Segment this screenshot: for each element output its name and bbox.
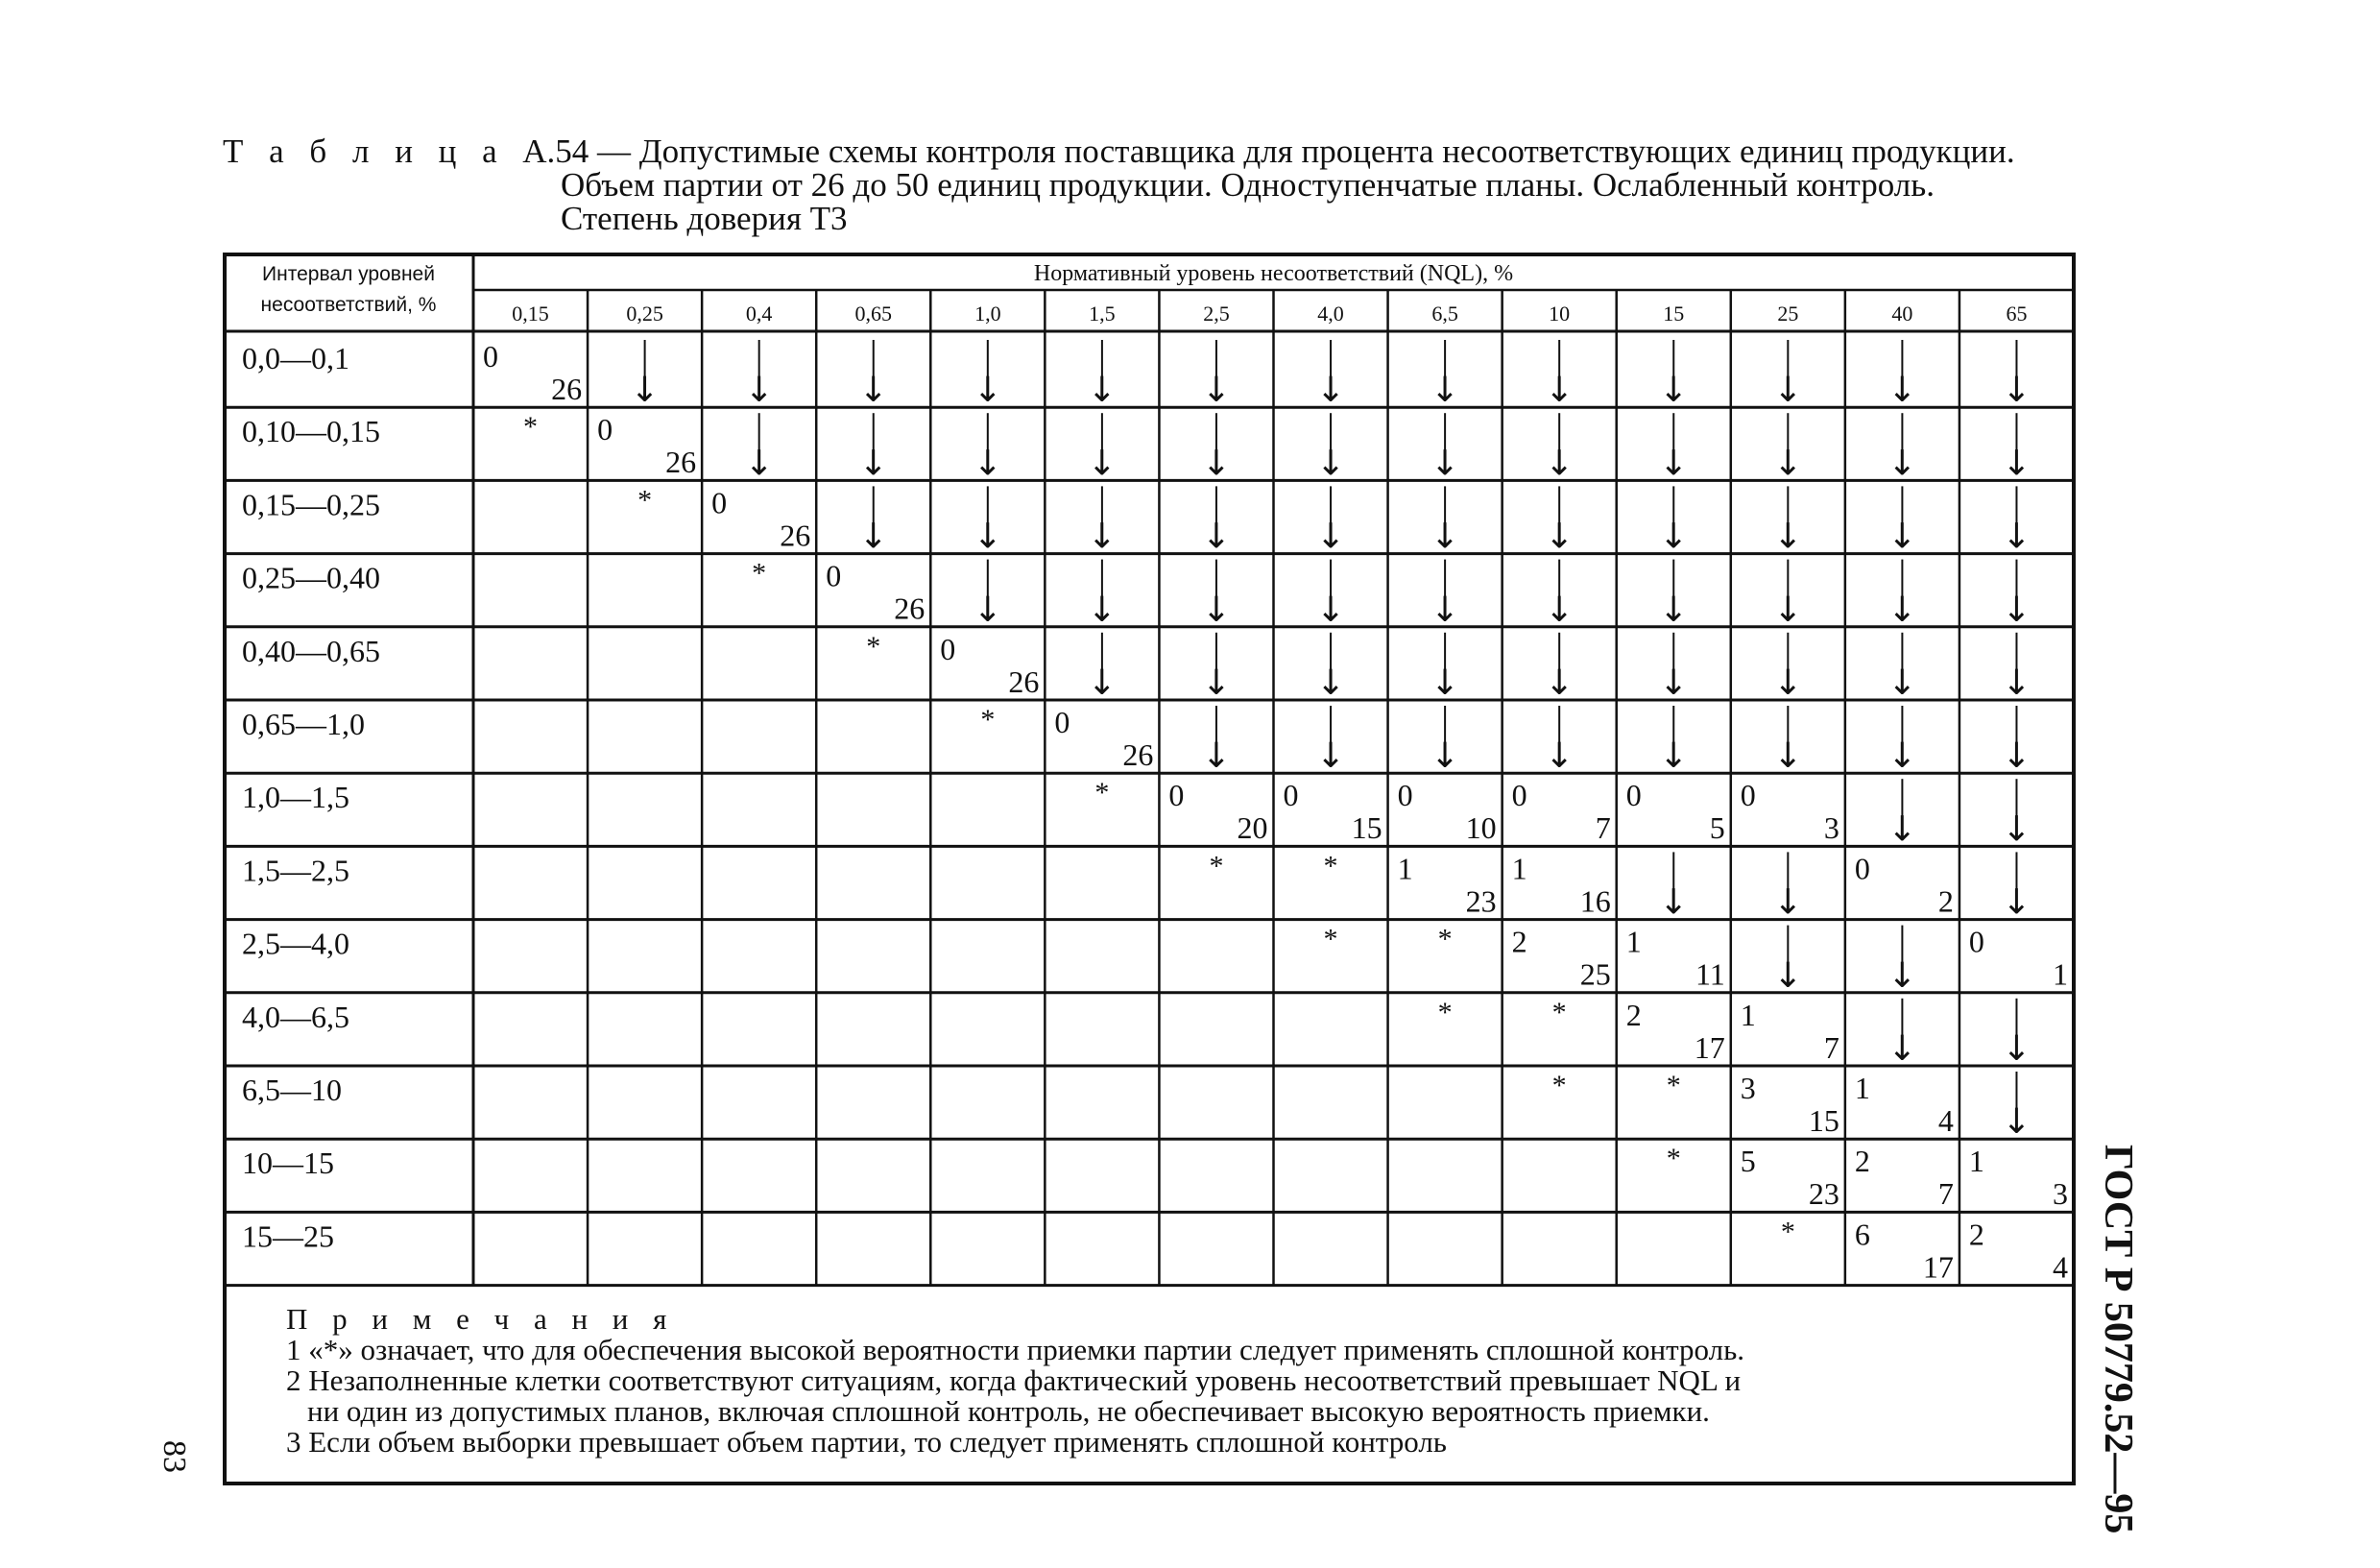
cell-star: * xyxy=(1551,996,1567,1028)
cell-arrow-icon: ↓ xyxy=(1315,371,1346,411)
standard-designation: ГОСТ Р 50779.52—95 xyxy=(2096,1145,2140,1534)
cell-star: * xyxy=(1323,923,1338,955)
cell-acceptance-number: 0 xyxy=(1283,778,1299,813)
cell-acceptance-number: 0 xyxy=(1054,705,1070,739)
cell-arrow-icon: ↓ xyxy=(1887,736,1917,777)
row-label-0: 0,0—0,1 xyxy=(242,341,349,375)
row-label-10: 6,5—10 xyxy=(242,1073,342,1107)
cell-sample-size: 15 xyxy=(1808,1103,1839,1138)
cell-arrow-icon: ↓ xyxy=(1887,517,1917,557)
cell-arrow-icon: ↓ xyxy=(2002,736,2031,777)
col-header-4: 1,0 xyxy=(974,302,1001,326)
row-header-label-line2: несоответствий, % xyxy=(260,294,437,316)
row-label-4: 0,40—0,65 xyxy=(242,633,380,668)
cell-sample-size: 17 xyxy=(1694,1029,1725,1065)
cell-sample-size: 16 xyxy=(1579,883,1611,919)
cell-arrow-icon: ↓ xyxy=(1430,590,1460,630)
cell-arrow-icon: ↓ xyxy=(1659,371,1689,411)
cell-arrow-icon: ↓ xyxy=(630,371,660,411)
cell-acceptance-number: 0 xyxy=(1625,778,1642,813)
cell-arrow-icon: ↓ xyxy=(1201,517,1232,557)
cell-acceptance-number: 2 xyxy=(1511,924,1527,959)
cell-arrow-icon: ↓ xyxy=(1545,371,1575,411)
cell-arrow-icon: ↓ xyxy=(2002,517,2031,557)
cell-arrow-icon: ↓ xyxy=(1773,517,1803,557)
cell-arrow-icon: ↓ xyxy=(1201,444,1232,484)
col-group-header: Нормативный уровень несоответствий (NQL), % xyxy=(1033,261,1514,286)
col-header-5: 1,5 xyxy=(1089,302,1116,326)
cell-arrow-icon: ↓ xyxy=(1545,444,1575,484)
cell-star: * xyxy=(1437,996,1453,1028)
cell-sample-size: 26 xyxy=(1122,737,1154,772)
row-label-6: 1,0—1,5 xyxy=(242,780,349,815)
cell-acceptance-number: 1 xyxy=(1511,851,1527,886)
cell-star: * xyxy=(1437,923,1453,955)
row-label-1: 0,10—0,15 xyxy=(242,414,380,449)
cell-arrow-icon: ↓ xyxy=(2002,882,2031,923)
cell-acceptance-number: 3 xyxy=(1740,1071,1756,1105)
cell-arrow-icon: ↓ xyxy=(1545,736,1575,777)
row-label-2: 0,15—0,25 xyxy=(242,487,380,522)
cell-arrow-icon: ↓ xyxy=(1659,736,1689,777)
cell-arrow-icon: ↓ xyxy=(1773,371,1803,411)
cell-arrow-icon: ↓ xyxy=(1659,590,1689,630)
cell-arrow-icon: ↓ xyxy=(1887,1029,1917,1069)
cell-arrow-icon: ↓ xyxy=(2002,444,2031,484)
cell-sample-size: 5 xyxy=(1709,810,1725,846)
cell-sample-size: 26 xyxy=(780,518,811,553)
col-header-10: 15 xyxy=(1663,302,1685,326)
cell-sample-size: 3 xyxy=(2053,1176,2068,1212)
note-1: 1 «*» означает, что для обеспечения высокой вероятности приемки партии следует применять сплошной контроль. xyxy=(286,1333,1744,1366)
cell-arrow-icon: ↓ xyxy=(1430,663,1460,703)
cell-acceptance-number: 1 xyxy=(1968,1144,1984,1179)
cell-arrow-icon: ↓ xyxy=(2002,663,2031,703)
cell-arrow-icon: ↓ xyxy=(1773,955,1803,996)
cell-sample-size: 1 xyxy=(2053,956,2068,992)
cell-acceptance-number: 1 xyxy=(1397,851,1413,886)
cell-sample-size: 23 xyxy=(1465,883,1497,919)
cell-arrow-icon: ↓ xyxy=(1201,663,1232,703)
cell-acceptance-number: 0 xyxy=(1168,778,1185,813)
cell-star: * xyxy=(637,484,653,517)
cell-sample-size: 2 xyxy=(1937,883,1954,919)
cell-arrow-icon: ↓ xyxy=(1430,736,1460,777)
cell-arrow-icon: ↓ xyxy=(1887,444,1917,484)
cell-arrow-icon: ↓ xyxy=(2002,1102,2031,1143)
note-3: 3 Если объем выборки превышает объем партии, то следует применять сплошной контроль xyxy=(286,1425,1447,1459)
cell-star: * xyxy=(1666,1070,1681,1101)
caption-label: Т а б л и ц а xyxy=(223,133,506,170)
col-header-7: 4,0 xyxy=(1317,302,1344,326)
cell-arrow-icon: ↓ xyxy=(1659,882,1689,923)
cell-arrow-icon: ↓ xyxy=(1659,517,1689,557)
cell-sample-size: 3 xyxy=(1823,810,1839,846)
cell-arrow-icon: ↓ xyxy=(973,371,1002,411)
row-label-12: 15—25 xyxy=(242,1218,334,1254)
cell-arrow-icon: ↓ xyxy=(2002,590,2031,630)
cell-sample-size: 7 xyxy=(1595,810,1611,846)
col-header-3: 0,65 xyxy=(854,302,892,326)
cell-arrow-icon: ↓ xyxy=(858,444,888,484)
cell-arrow-icon: ↓ xyxy=(1773,444,1803,484)
row-label-5: 0,65—1,0 xyxy=(242,707,365,741)
cell-star: * xyxy=(1209,850,1224,882)
cell-arrow-icon: ↓ xyxy=(1887,590,1917,630)
cell-sample-size: 26 xyxy=(894,591,926,626)
cell-acceptance-number: 1 xyxy=(1740,997,1756,1032)
cell-acceptance-number: 0 xyxy=(1511,778,1527,813)
row-label-7: 1,5—2,5 xyxy=(242,853,349,888)
cell-star: * xyxy=(752,557,767,590)
cell-arrow-icon: ↓ xyxy=(1087,371,1117,411)
cell-arrow-icon: ↓ xyxy=(1545,663,1575,703)
note-2-continued: ни один из допустимых планов, включая сплошной контроль, не обеспечивает высокую вероятность приемки. xyxy=(307,1394,1710,1428)
cell-sample-size: 10 xyxy=(1465,810,1497,846)
cell-sample-size: 26 xyxy=(551,372,583,406)
note-2: 2 Незаполненные клетки соответствуют ситуациям, когда фактический уровень несоответствий превышает NQL и xyxy=(286,1363,1742,1397)
cell-arrow-icon: ↓ xyxy=(1315,663,1346,703)
caption-id: А.54 — xyxy=(522,133,631,170)
cell-star: * xyxy=(866,630,881,663)
cell-arrow-icon: ↓ xyxy=(2002,809,2031,850)
cell-arrow-icon: ↓ xyxy=(858,517,888,557)
cell-arrow-icon: ↓ xyxy=(1430,517,1460,557)
cell-arrow-icon: ↓ xyxy=(1545,590,1575,630)
cell-acceptance-number: 0 xyxy=(597,412,613,447)
row-label-8: 2,5—4,0 xyxy=(242,926,349,961)
caption-line1: Допустимые схемы контроля поставщика для процента несоответствующих единиц продукции. xyxy=(638,133,2015,170)
col-header-0: 0,15 xyxy=(512,302,549,326)
cell-acceptance-number: 2 xyxy=(1625,997,1642,1032)
caption-line2: Объем партии от 26 до 50 единиц продукции. Одноступенчатые планы. Ослабленный контроль. xyxy=(561,166,1935,204)
cell-acceptance-number: 2 xyxy=(1854,1144,1870,1179)
cell-arrow-icon: ↓ xyxy=(973,517,1002,557)
cell-star: * xyxy=(1323,850,1338,882)
cell-arrow-icon: ↓ xyxy=(2002,371,2031,411)
col-header-9: 10 xyxy=(1549,302,1571,326)
cell-arrow-icon: ↓ xyxy=(1773,882,1803,923)
col-header-11: 25 xyxy=(1777,302,1799,326)
cell-arrow-icon: ↓ xyxy=(1087,590,1117,630)
cell-sample-size: 23 xyxy=(1808,1176,1839,1212)
cell-acceptance-number: 0 xyxy=(711,485,728,520)
cell-acceptance-number: 0 xyxy=(1968,924,1984,959)
cell-arrow-icon: ↓ xyxy=(858,371,888,411)
cell-acceptance-number: 0 xyxy=(1397,778,1413,813)
cell-arrow-icon: ↓ xyxy=(1315,517,1346,557)
cell-acceptance-number: 1 xyxy=(1625,924,1642,959)
cell-arrow-icon: ↓ xyxy=(1201,371,1232,411)
cell-arrow-icon: ↓ xyxy=(1659,663,1689,703)
notes-heading: П р и м е ч а н и я xyxy=(286,1302,676,1336)
col-header-13: 65 xyxy=(2006,302,2028,326)
cell-sample-size: 20 xyxy=(1237,810,1268,846)
cell-arrow-icon: ↓ xyxy=(1201,736,1232,777)
row-header-label-line1: Интервал уровней xyxy=(262,263,435,285)
row-label-11: 10—15 xyxy=(242,1146,334,1181)
cell-arrow-icon: ↓ xyxy=(1545,517,1575,557)
cell-arrow-icon: ↓ xyxy=(1430,444,1460,484)
cell-acceptance-number: 2 xyxy=(1968,1217,1984,1252)
cell-arrow-icon: ↓ xyxy=(1315,736,1346,777)
cell-arrow-icon: ↓ xyxy=(1887,663,1917,703)
notes-block xyxy=(286,1304,2072,1458)
cell-sample-size: 15 xyxy=(1351,810,1382,846)
cell-sample-size: 4 xyxy=(2053,1249,2068,1285)
cell-arrow-icon: ↓ xyxy=(1773,663,1803,703)
cell-arrow-icon: ↓ xyxy=(1430,371,1460,411)
col-header-1: 0,25 xyxy=(626,302,663,326)
cell-sample-size: 26 xyxy=(1008,663,1040,699)
cell-arrow-icon: ↓ xyxy=(1887,371,1917,411)
cell-arrow-icon: ↓ xyxy=(973,444,1002,484)
cell-sample-size: 25 xyxy=(1579,956,1611,992)
row-label-3: 0,25—0,40 xyxy=(242,560,380,595)
cell-star: * xyxy=(1551,1070,1567,1101)
cell-acceptance-number: 0 xyxy=(1740,778,1756,813)
cell-star: * xyxy=(980,704,996,736)
cell-arrow-icon: ↓ xyxy=(973,590,1002,630)
cell-acceptance-number: 0 xyxy=(940,631,956,666)
cell-sample-size: 7 xyxy=(1823,1029,1839,1065)
cell-acceptance-number: 1 xyxy=(1854,1071,1870,1105)
cell-arrow-icon: ↓ xyxy=(1659,444,1689,484)
cell-sample-size: 26 xyxy=(665,445,697,480)
caption-line3: Степень доверия Т3 xyxy=(561,200,848,237)
cell-arrow-icon: ↓ xyxy=(2002,1029,2031,1069)
cell-acceptance-number: 0 xyxy=(1854,851,1870,886)
cell-star: * xyxy=(1094,777,1110,809)
row-label-9: 4,0—6,5 xyxy=(242,999,349,1034)
cell-arrow-icon: ↓ xyxy=(1773,736,1803,777)
cell-star: * xyxy=(1666,1143,1681,1175)
cell-arrow-icon: ↓ xyxy=(744,371,774,411)
cell-sample-size: 17 xyxy=(1922,1249,1954,1285)
cell-arrow-icon: ↓ xyxy=(1887,809,1917,850)
cell-arrow-icon: ↓ xyxy=(1087,663,1117,703)
cell-arrow-icon: ↓ xyxy=(1315,444,1346,484)
cell-arrow-icon: ↓ xyxy=(1773,590,1803,630)
cell-arrow-icon: ↓ xyxy=(1087,517,1117,557)
cell-arrow-icon: ↓ xyxy=(1087,444,1117,484)
cell-acceptance-number: 5 xyxy=(1740,1144,1756,1179)
cell-sample-size: 11 xyxy=(1695,956,1725,992)
col-header-6: 2,5 xyxy=(1203,302,1230,326)
cell-acceptance-number: 0 xyxy=(483,339,498,374)
cell-arrow-icon: ↓ xyxy=(1201,590,1232,630)
cell-sample-size: 4 xyxy=(1937,1103,1954,1138)
cell-arrow-icon: ↓ xyxy=(1315,590,1346,630)
cell-acceptance-number: 0 xyxy=(826,558,842,593)
col-header-8: 6,5 xyxy=(1431,302,1458,326)
cell-star: * xyxy=(523,411,539,444)
col-header-2: 0,4 xyxy=(745,302,773,326)
page-number: 83 xyxy=(156,1440,192,1473)
cell-arrow-icon: ↓ xyxy=(1887,955,1917,996)
cell-sample-size: 7 xyxy=(1937,1176,1954,1212)
cell-acceptance-number: 6 xyxy=(1854,1217,1870,1252)
col-header-12: 40 xyxy=(1891,302,1913,326)
cell-star: * xyxy=(1780,1216,1795,1248)
cell-arrow-icon: ↓ xyxy=(744,444,774,484)
